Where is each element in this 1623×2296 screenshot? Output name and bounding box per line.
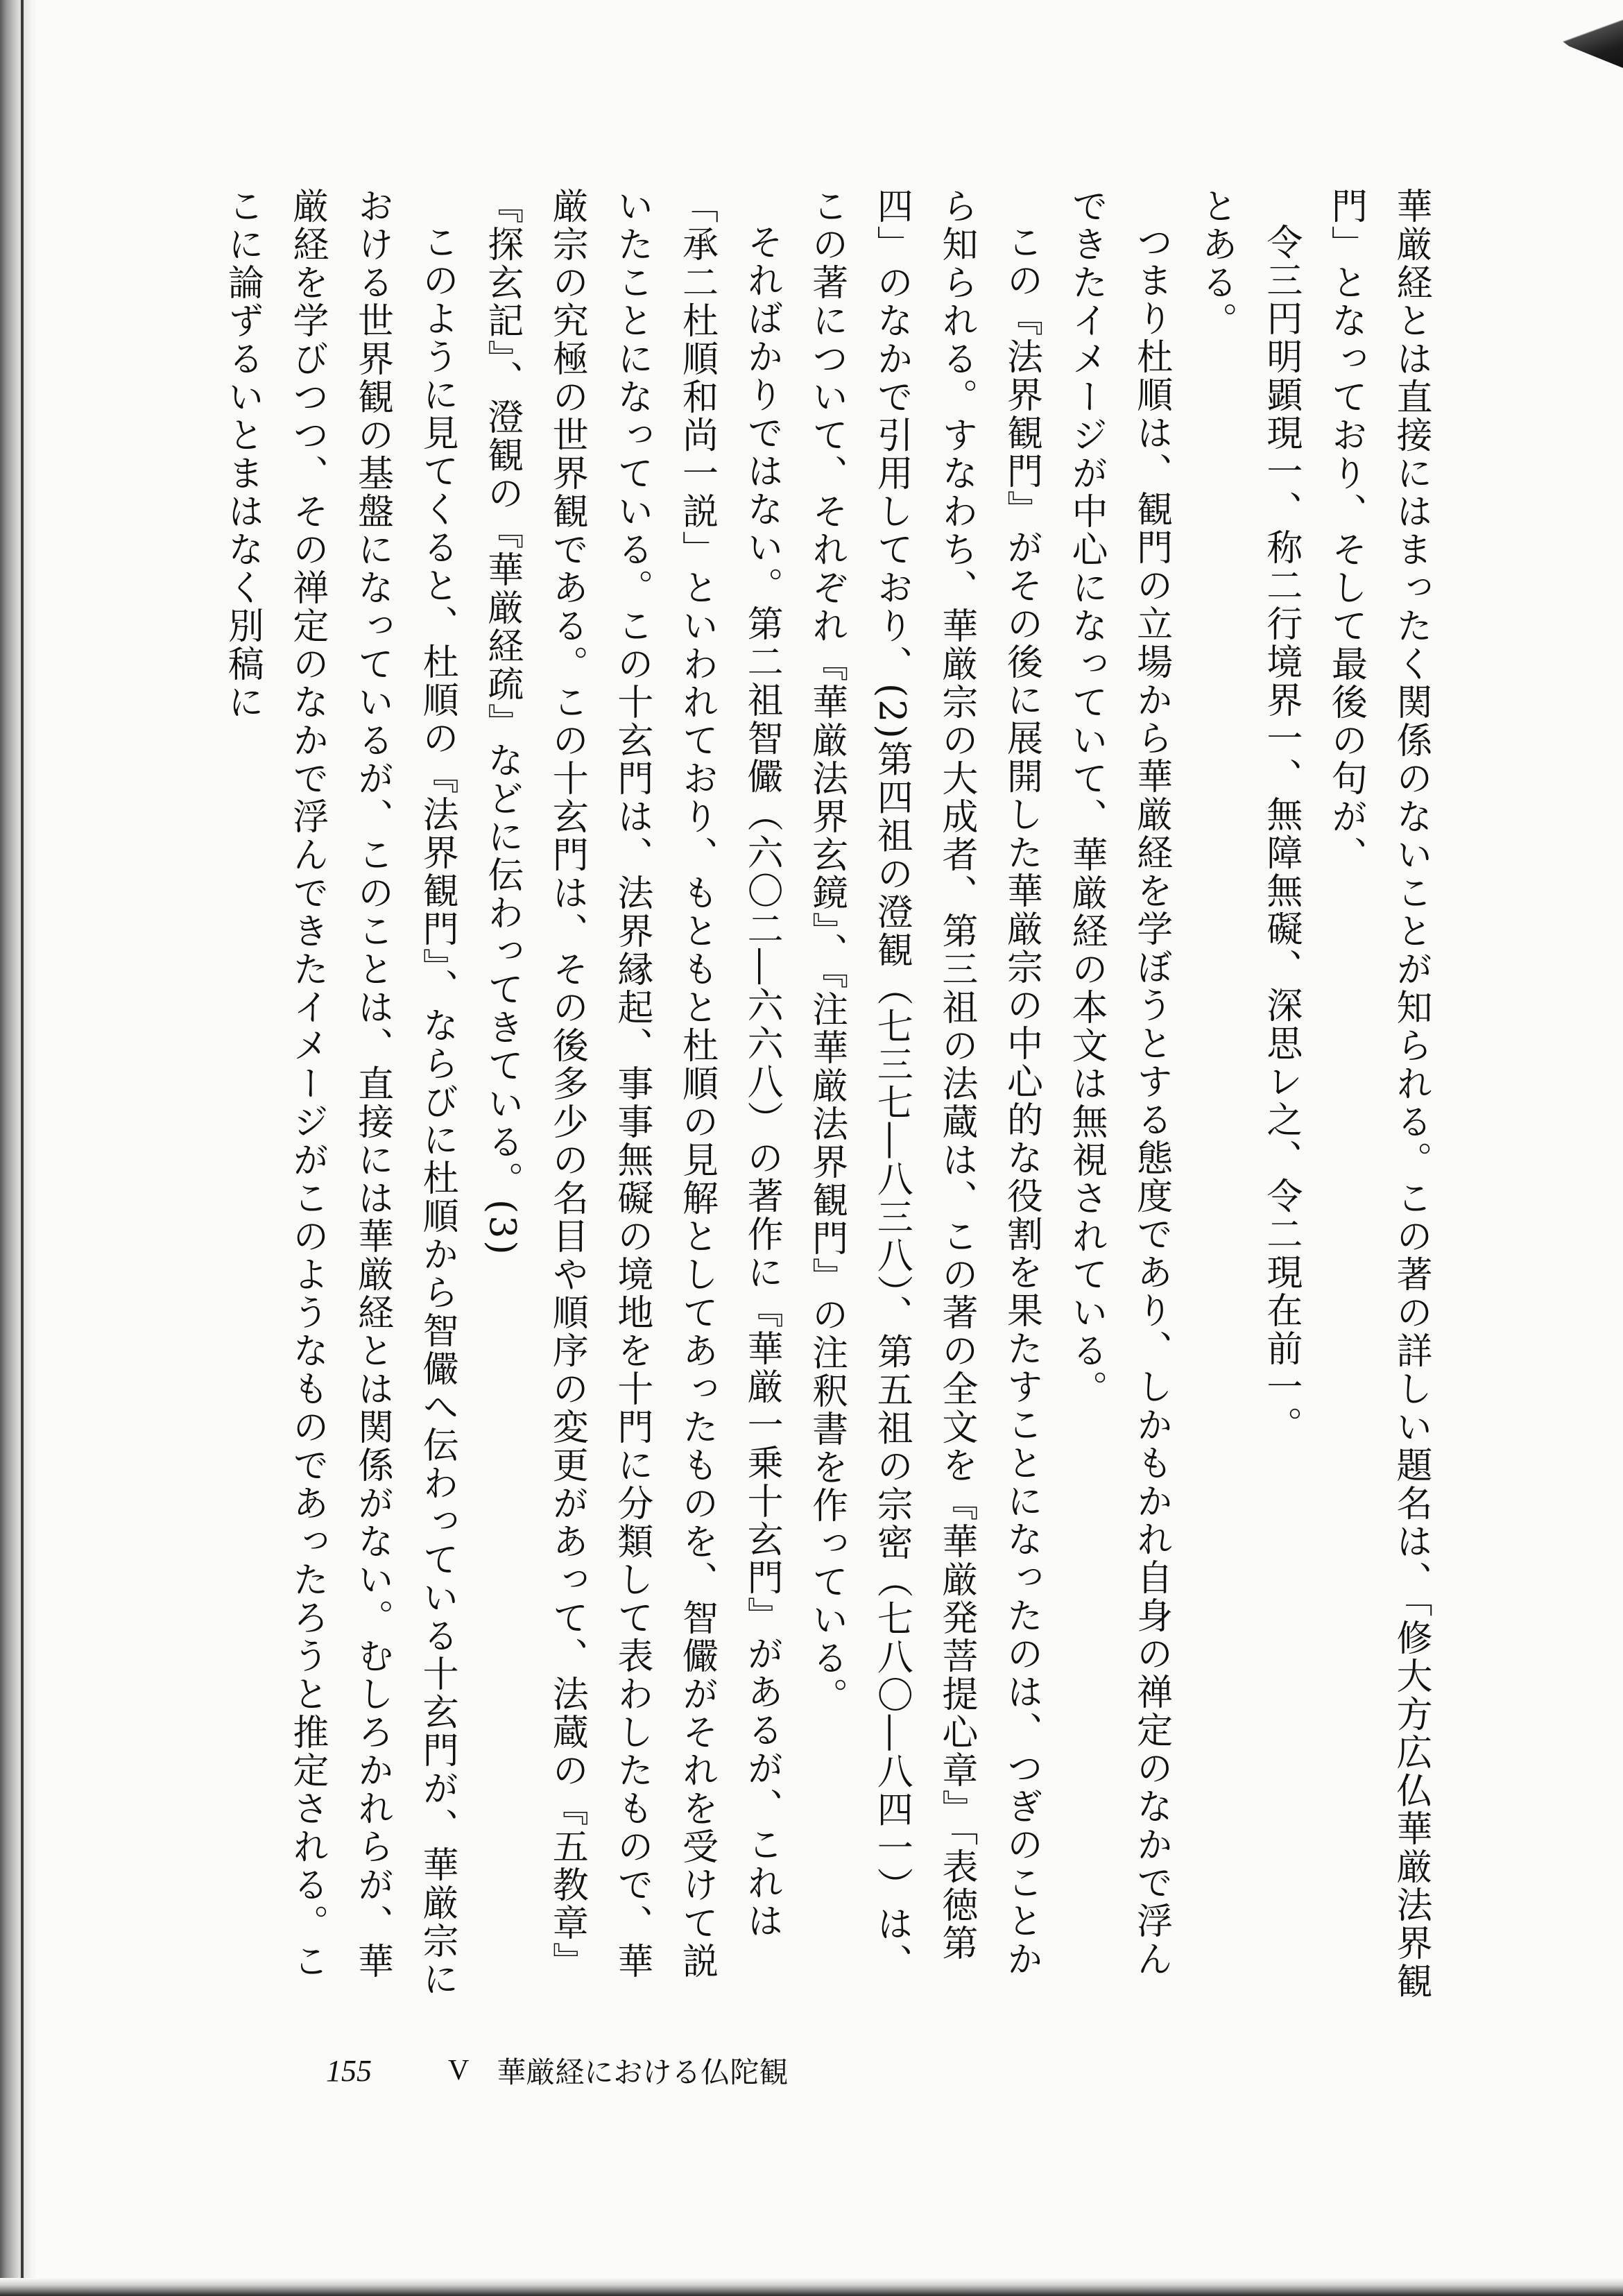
quoted-passage: 令三円明顕現一、称二行境界一、無障無礙、深思レ之、令二現在前一。 [1260, 223, 1302, 1444]
binding-line [21, 0, 24, 2296]
chapter-title: 華厳経における仏陀観 [497, 2055, 789, 2089]
chapter-number: V [448, 2055, 470, 2087]
paragraph-1: 華厳経とは直接にはまったく関係のないことが知られる。この著の詳しい題名は、「修大方広仏華厳法界観門」となっており、そして最後の句が、 [1325, 187, 1432, 2001]
paragraph-3: つまり杜順は、観門の立場から華厳経を学ぼうとする態度であり、しかもかれ自身の禅定のなかで浮んできたイメージが中心になっていて、華厳経の本文は無視されている。 [1065, 187, 1172, 1978]
paragraph-4: この『法界観門』がその後に展開した華厳宗の中心的な役割を果たすことになったのは、つぎのことから知られる。すなわち、華厳宗の大成者、第三祖の法蔵は、この著の全文を『華厳発菩提心章』「表徳第四」のなかで引用しており、(2)第四祖の澄観（七三七―八三八）、第五祖の宗密（七八〇―八四一）は、この著について、それぞれ『華厳法界玄鏡』、『注華厳法界観門』の注釈書を作っている。 [805, 187, 1042, 1982]
scan-corner-shadow [1540, 19, 1623, 68]
page-number: 155 [326, 2053, 372, 2088]
vertical-body-text [221, 187, 1443, 2012]
paragraph-5: そればかりではない。第二祖智儼（六〇二―六六八）の著作に『華厳一乗十玄門』があるが、これは「承二杜順和尚一説」といわれており、もともと杜順の見解としてあったものを、智儼がそれを受けて説いたことになっている。この十玄門は、法界縁起、事事無礙の境地を十門に分類して表わしたもので、華厳宗の究極の世界観である。この十玄門は、その後多少の名目や順序の変更があって、法蔵の『五教章』『探玄記』、澄観の『華厳経疏』などに伝わってきている。(3) [481, 187, 783, 1980]
paragraph-2: とある。 [1195, 187, 1237, 340]
paragraph-6: このように見てくると、杜順の『法界観門』、ならびに杜順から智儼へ伝わっている十玄門が、華厳宗における世界観の基盤になっているが、このことは、直接には華厳経とは関係がない。むしろかれらが、華厳経を学びつつ、その禅定のなかで浮んできたイメージがこのようなものであったろうと推定される。ここに論ずるいとまはなく別稿に [221, 187, 458, 1998]
page-footer [326, 2046, 950, 2095]
binding-shadow [0, 0, 36, 2296]
scan-bottom-edge [0, 2278, 1623, 2296]
